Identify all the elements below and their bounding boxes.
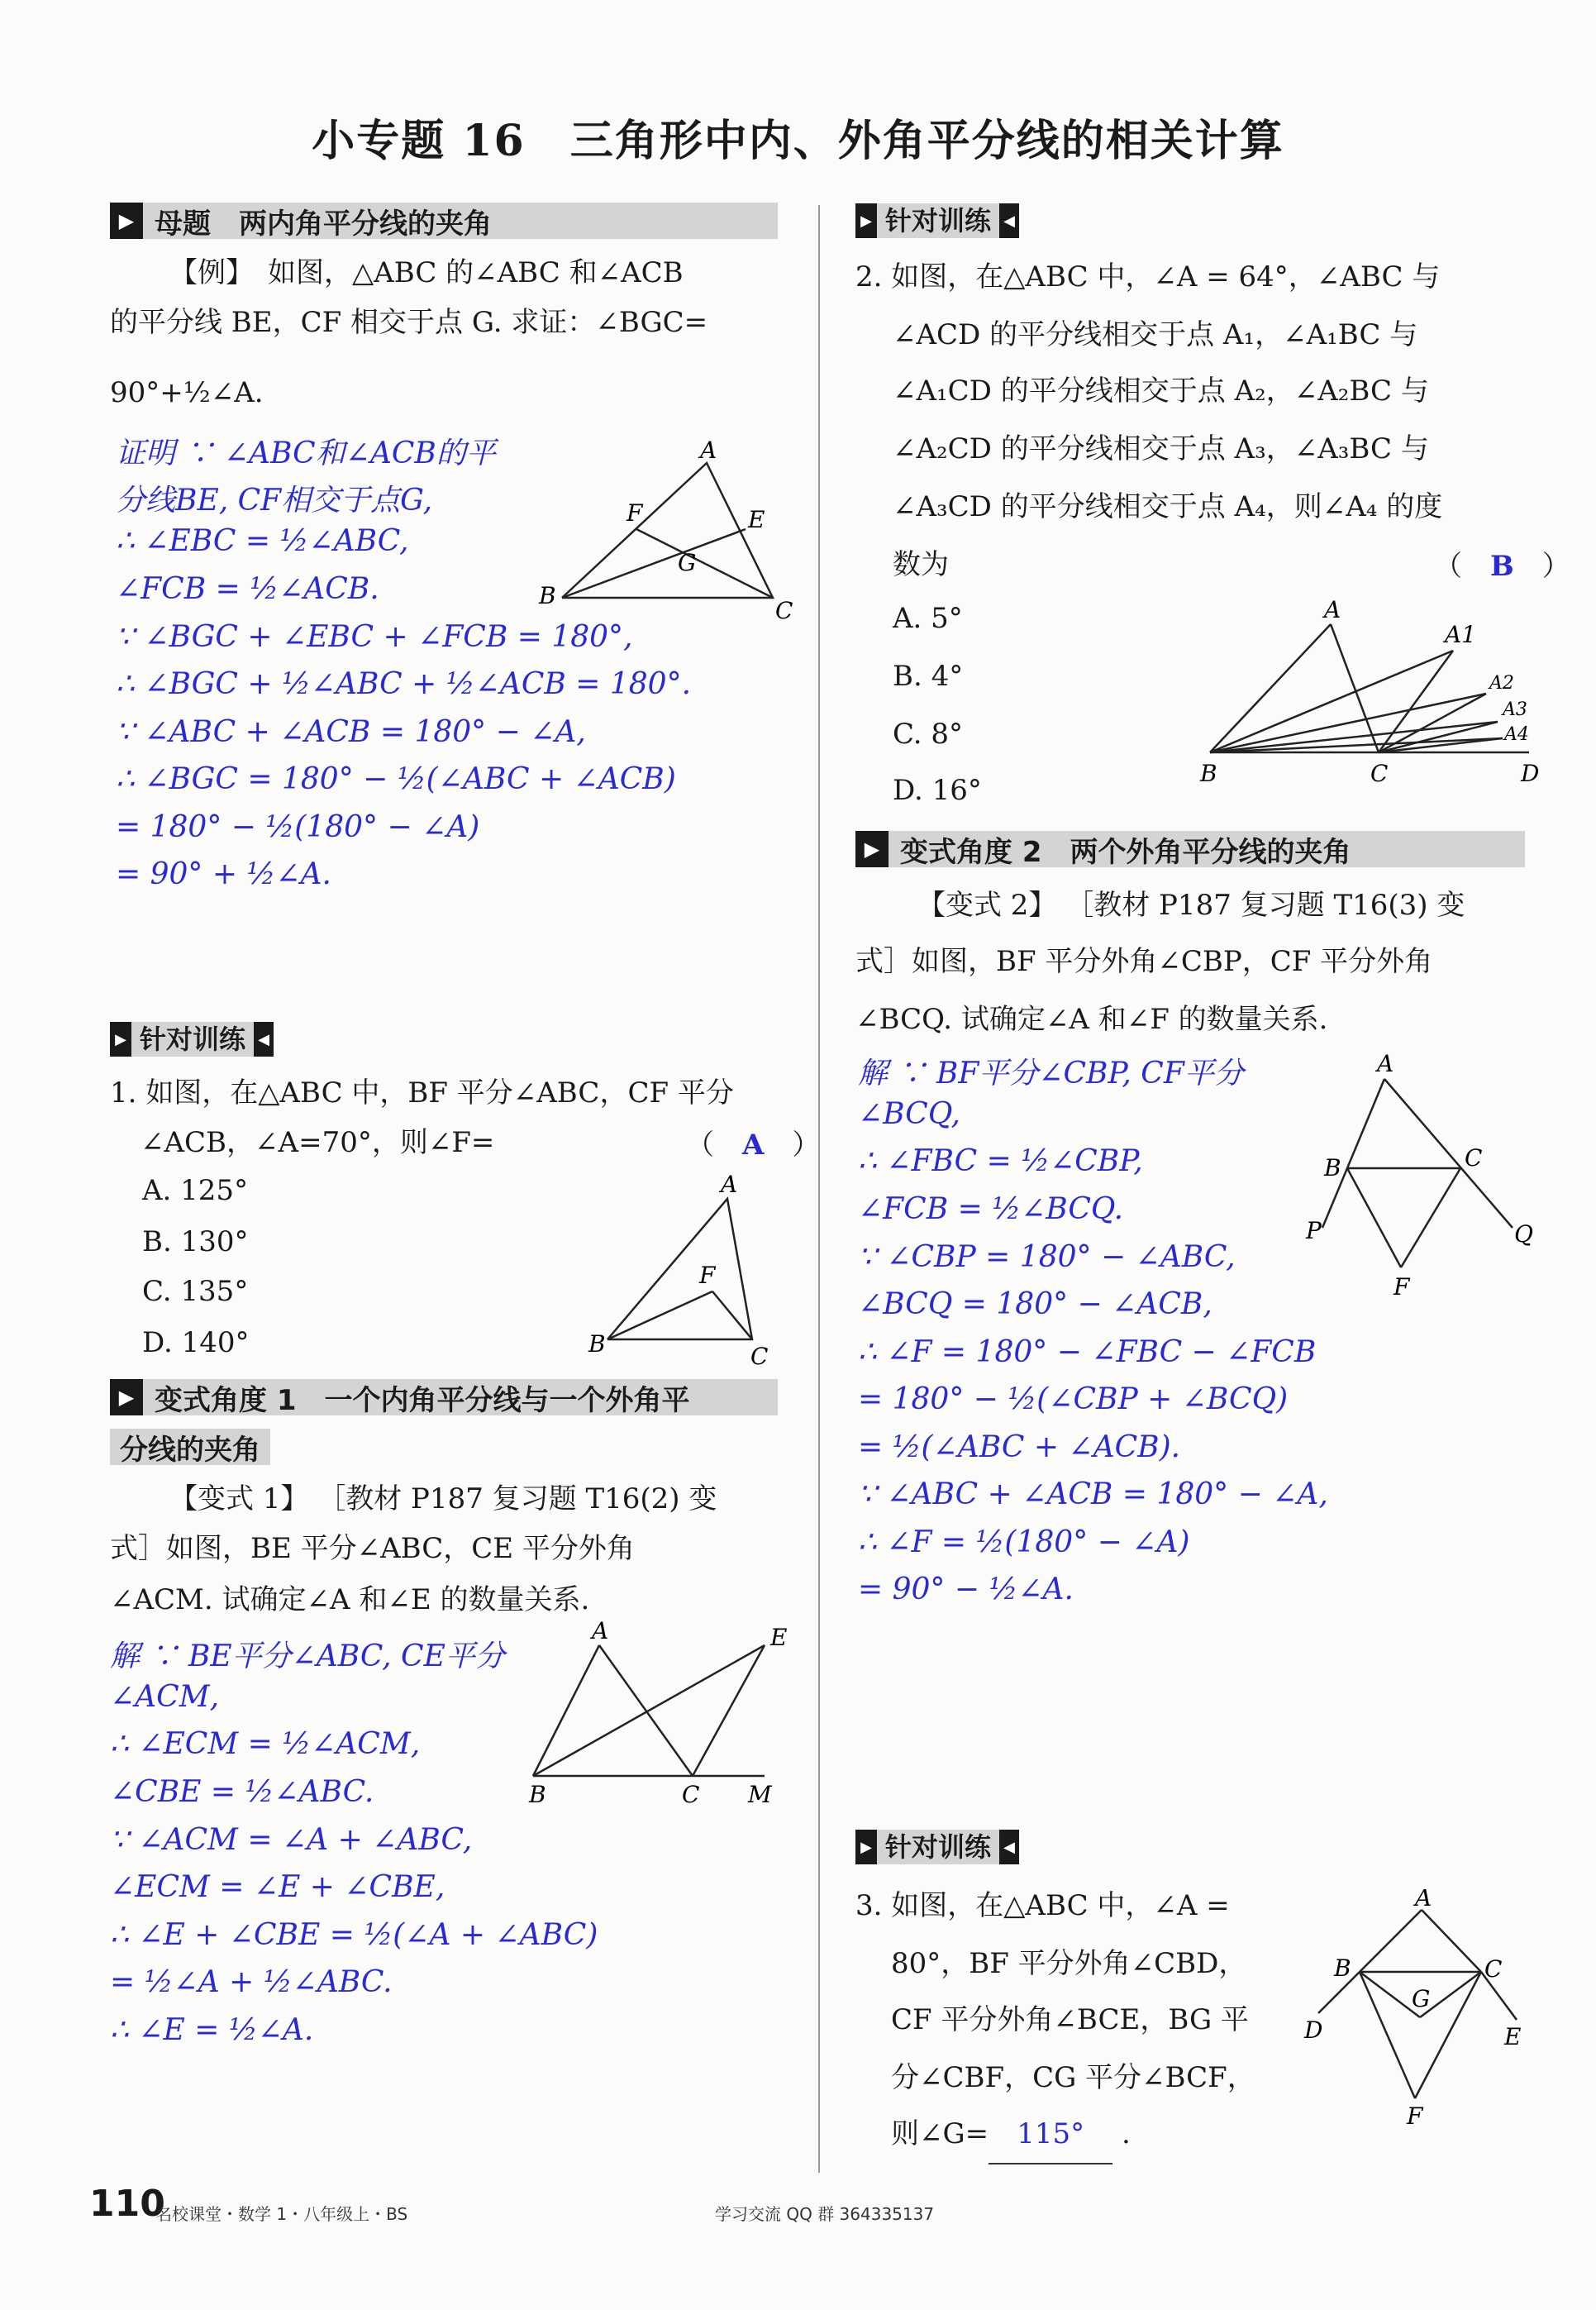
label-F: F <box>1394 1273 1410 1301</box>
q2-answer: （ B ） <box>1434 550 1570 583</box>
proof-line: = 180° − ½(180° − ∠A) <box>116 810 480 844</box>
solution-line: ∴ ∠F = 180° − ∠FBC − ∠FCB <box>858 1335 1317 1369</box>
section-band-mother <box>110 203 778 239</box>
v1-line-2: 式］如图，BE 平分∠ABC，CE 平分外角 <box>110 1532 635 1565</box>
proof-line: 分线BE, CF相交于点G, <box>116 484 433 518</box>
solution-line: ∠BCQ, <box>858 1097 960 1131</box>
label-A: A <box>721 1171 738 1198</box>
section-band-variant1-cont <box>110 1429 270 1465</box>
solution-line: ∴ ∠FBC = ½∠CBP, <box>858 1144 1143 1178</box>
label-D: D <box>1304 2016 1323 2044</box>
solution-line: = ½∠A + ½∠ABC. <box>110 1965 393 1999</box>
label-A4: A4 <box>1504 724 1529 745</box>
proof-line: 证明 ∵ ∠ABC和∠ACB的平 <box>116 437 496 470</box>
back-triangle-icon: ◀ <box>254 1022 274 1057</box>
label-A1: A1 <box>1445 621 1477 648</box>
figure-q3 <box>1289 1889 1537 2129</box>
solution-line: ∠ECM = ∠E + ∠CBE, <box>110 1870 445 1904</box>
solution-line: = 90° − ½∠A. <box>858 1573 1074 1606</box>
label-C: C <box>682 1781 700 1808</box>
q1-option-b: B. 130° <box>142 1225 249 1258</box>
q3-line-4: 分∠CBF，CG 平分∠BCF， <box>891 2061 1255 2094</box>
label-E: E <box>1504 2023 1522 2050</box>
q2-line-3: ∠A₁CD 的平分线相交于点 A₂，∠A₂BC 与 <box>893 375 1429 408</box>
q2-option-c: C. 8° <box>893 718 964 751</box>
figure-q2 <box>1190 591 1546 794</box>
example-line-3: 90°+½∠A. <box>110 376 264 409</box>
solution-line: = ½(∠ABC + ∠ACB). <box>858 1430 1181 1464</box>
section-band-variant1 <box>110 1379 778 1415</box>
label-D: D <box>1521 760 1540 787</box>
q3-line-3: CF 平分外角∠BCE，BG 平 <box>891 2003 1249 2036</box>
label-A: A <box>1377 1050 1394 1077</box>
proof-line: ∴ ∠BGC + ½∠ABC + ½∠ACB = 180°. <box>116 667 692 701</box>
label-G: G <box>678 549 697 576</box>
v2-line-3: ∠BCQ. 试确定∠A 和∠F 的数量关系. <box>855 1003 1328 1036</box>
label-C: C <box>750 1343 769 1370</box>
label-B: B <box>1334 1954 1351 1982</box>
label-B: B <box>539 582 556 609</box>
q1-line-2: ∠ACB，∠A=70°，则∠F= <box>141 1126 495 1159</box>
q3-line-5: 则∠G= 115° . <box>891 2105 1131 2164</box>
proof-line: ∴ ∠EBC = ½∠ABC, <box>116 524 409 558</box>
label-A: A <box>592 1620 609 1644</box>
label-B: B <box>529 1781 546 1808</box>
training-chip-1: ▶ 针对训练 ◀ <box>110 1022 274 1057</box>
training-chip-3: ▶ 针对训练 ◀ <box>855 1830 1019 1864</box>
label-A2: A2 <box>1489 673 1514 694</box>
label-M: M <box>748 1781 772 1808</box>
back-triangle-icon: ◀ <box>999 1830 1019 1864</box>
example-line-1: 【例】 如图，△ABC 的∠ABC 和∠ACB <box>169 256 684 289</box>
proof-line: ∴ ∠BGC = 180° − ½(∠ABC + ∠ACB) <box>116 762 676 796</box>
solution-line: ∵ ∠ACM = ∠A + ∠ABC, <box>110 1823 473 1857</box>
q1-option-c: C. 135° <box>142 1275 249 1308</box>
play-icon: ▶ <box>110 203 143 239</box>
q2-option-a: A. 5° <box>893 602 963 635</box>
q3-line-2: 80°，BF 平分外角∠CBD， <box>891 1947 1247 1980</box>
page-title: 小专题 16 三角形中内、外角平分线的相关计算 <box>312 116 1284 166</box>
q2-line-1: 2. 如图，在△ABC 中，∠A = 64°，∠ABC 与 <box>855 260 1441 294</box>
solution-line: ∵ ∠CBP = 180° − ∠ABC, <box>858 1240 1236 1274</box>
figure-variant2 <box>1289 1050 1554 1315</box>
solution-line: ∵ ∠ABC + ∠ACB = 180° − ∠A, <box>858 1477 1328 1511</box>
play-icon: ▶ <box>855 203 877 238</box>
label-A: A <box>700 438 717 464</box>
back-triangle-icon: ◀ <box>999 203 1019 238</box>
q3-line-1: 3. 如图，在△ABC 中，∠A = <box>855 1889 1230 1922</box>
q2-line-4: ∠A₂CD 的平分线相交于点 A₃，∠A₃BC 与 <box>893 432 1429 465</box>
solution-line: ∴ ∠E + ∠CBE = ½(∠A + ∠ABC) <box>110 1918 598 1952</box>
label-P: P <box>1306 1217 1322 1244</box>
solution-line: ∴ ∠ECM = ½∠ACM, <box>110 1727 421 1761</box>
q1-option-a: A. 125° <box>142 1174 249 1207</box>
label-B: B <box>1324 1154 1341 1181</box>
label-C: C <box>1370 760 1389 787</box>
label-C: C <box>775 597 793 624</box>
label-A: A <box>1324 596 1341 623</box>
section-band-variant2 <box>855 831 1525 867</box>
solution-line: ∴ ∠E = ½∠A. <box>110 2013 314 2047</box>
label-F: F <box>1407 2102 1423 2129</box>
q1-line-1: 1. 如图，在△ABC 中，BF 平分∠ABC，CF 平分 <box>110 1076 734 1110</box>
figure-q1-triangle <box>579 1166 793 1372</box>
label-C: C <box>1484 1955 1503 1983</box>
q3-answer: 115° <box>989 2105 1112 2164</box>
v2-line-2: 式］如图，BF 平分外角∠CBP，CF 平分外角 <box>855 945 1433 978</box>
q1-option-d: D. 140° <box>142 1326 250 1359</box>
column-divider <box>818 205 820 2173</box>
proof-line: ∠FCB = ½∠ACB. <box>116 572 379 606</box>
label-F: F <box>699 1262 716 1289</box>
label-A: A <box>1415 1889 1432 1911</box>
q2-line-2: ∠ACD 的平分线相交于点 A₁，∠A₁BC 与 <box>893 318 1418 351</box>
v1-line-1: 【变式 1】 ［教材 P187 复习题 T16(2) 变 <box>169 1482 717 1515</box>
section-title: 分线的夹角 <box>120 1433 260 1467</box>
q2-option-d: D. 16° <box>893 774 982 807</box>
solution-line: 解 ∵ BF平分∠CBP, CF平分 <box>858 1057 1244 1091</box>
solution-line: ∠FCB = ½∠BCQ. <box>858 1192 1124 1226</box>
solution-line: ∠ACM, <box>110 1680 220 1714</box>
solution-line: ∴ ∠F = ½(180° − ∠A) <box>858 1525 1190 1559</box>
label-B: B <box>1200 760 1217 787</box>
section-title: 变式角度 2 两个外角平分线的夹角 <box>900 835 1351 869</box>
label-C: C <box>1465 1144 1483 1172</box>
label-B: B <box>588 1330 606 1358</box>
footer-book-info: 名校课堂・数学 1・八年级上・BS <box>155 2204 408 2224</box>
q2-option-b: B. 4° <box>893 660 964 693</box>
label-E: E <box>748 506 765 533</box>
play-icon: ▶ <box>110 1022 131 1057</box>
figure-variant1 <box>512 1620 802 1811</box>
label-A3: A3 <box>1503 699 1527 720</box>
q2-line-6: 数为 <box>893 548 949 581</box>
label-F: F <box>626 499 643 527</box>
section-title: 母题 两内角平分线的夹角 <box>155 207 492 241</box>
page-number: 110 <box>89 2183 165 2225</box>
example-line-2: 的平分线 BE，CF 相交于点 G. 求证：∠BGC= <box>110 306 708 339</box>
label-G: G <box>1412 1985 1431 2012</box>
play-icon: ▶ <box>855 1830 877 1864</box>
label-E: E <box>770 1624 788 1651</box>
training-chip-2: ▶ 针对训练 ◀ <box>855 203 1019 238</box>
proof-line: = 90° + ½∠A. <box>116 857 331 891</box>
v2-line-1: 【变式 2】 ［教材 P187 复习题 T16(3) 变 <box>917 889 1465 922</box>
solution-line: ∠CBE = ½∠ABC. <box>110 1775 374 1809</box>
proof-line: ∵ ∠BGC + ∠EBC + ∠FCB = 180°, <box>116 620 633 654</box>
label-Q: Q <box>1514 1220 1533 1248</box>
play-icon: ▶ <box>110 1379 143 1415</box>
proof-line: ∵ ∠ABC + ∠ACB = 180° − ∠A, <box>116 715 586 749</box>
footer-qq-group: 学习交流 QQ 群 364335137 <box>715 2204 935 2224</box>
solution-line: ∠BCQ = 180° − ∠ACB, <box>858 1287 1212 1321</box>
play-icon: ▶ <box>855 831 889 867</box>
solution-line: = 180° − ½(∠CBP + ∠BCQ) <box>858 1382 1289 1416</box>
figure-example-triangle <box>529 438 802 628</box>
solution-line: 解 ∵ BE平分∠ABC, CE平分 <box>110 1639 505 1673</box>
v1-line-3: ∠ACM. 试确定∠A 和∠E 的数量关系. <box>110 1583 590 1616</box>
q2-line-5: ∠A₃CD 的平分线相交于点 A₄，则∠A₄ 的度 <box>893 490 1443 523</box>
section-title: 变式角度 1 一个内角平分线与一个外角平 <box>155 1383 690 1417</box>
q1-answer: （ A ） <box>686 1129 821 1162</box>
